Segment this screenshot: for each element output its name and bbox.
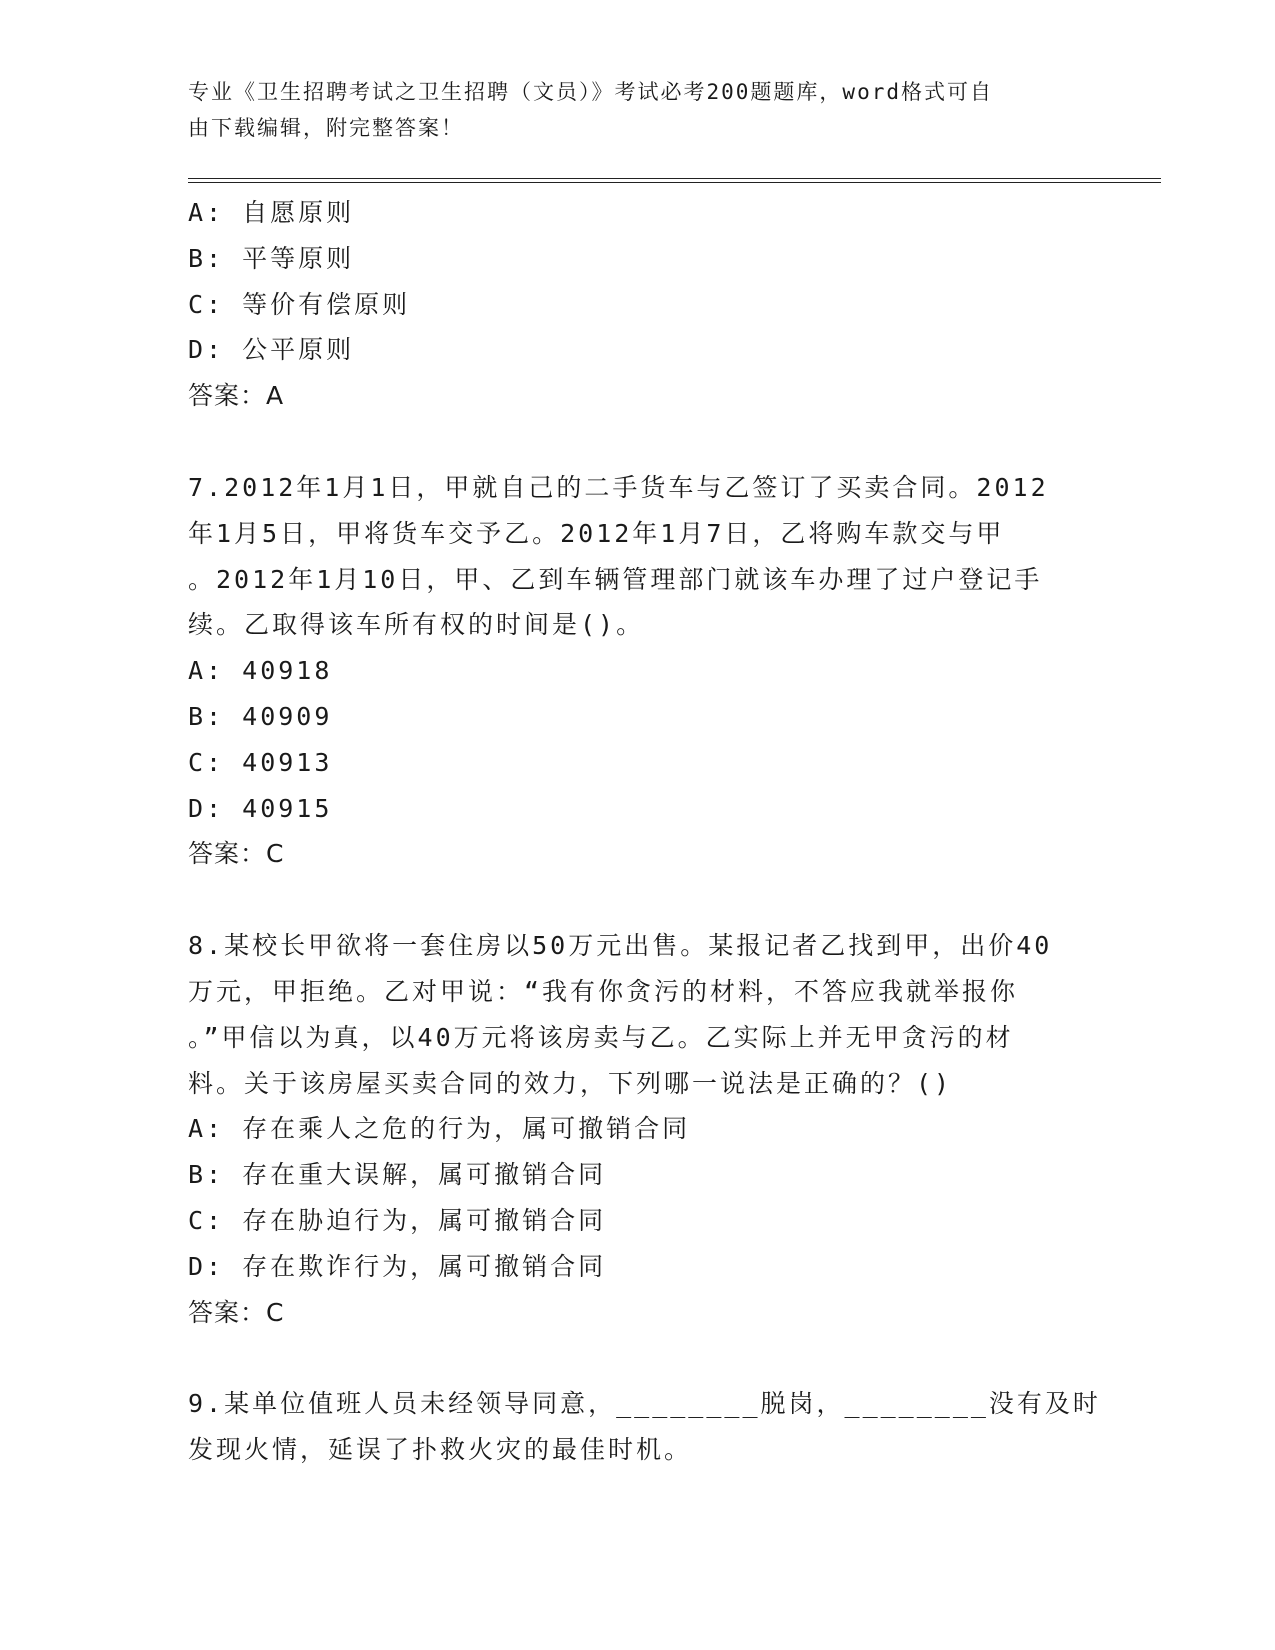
option-a: A: 存在乘人之危的行为，属可撤销合同	[188, 1114, 691, 1144]
option-b: B: 存在重大误解，属可撤销合同	[188, 1160, 607, 1190]
header-line-1: 专业《卫生招聘考试之卫生招聘（文员）》考试必考200题题库，word格式可自	[188, 80, 993, 104]
question-text-line: 发现火情，延误了扑救火灾的最佳时机。	[188, 1435, 693, 1465]
option-a: A: 自愿原则	[188, 198, 355, 227]
spacer	[188, 1335, 1088, 1381]
option-c: C: 存在胁迫行为，属可撤销合同	[188, 1205, 607, 1235]
header-divider-top	[188, 178, 1161, 179]
question-text-line: 8.某校长甲欲将一套住房以50万元出售。某报记者乙找到甲，出价40	[188, 931, 1053, 961]
question-block-6	[188, 190, 1088, 419]
option-d: D: 存在欺诈行为，属可撤销合同	[188, 1251, 607, 1281]
question-text-line: 9.某单位值班人员未经领导同意，________脱岗，________没有及时	[188, 1389, 1101, 1419]
spacer	[188, 419, 1088, 465]
question-block-9	[188, 1381, 1101, 1473]
question-text-line: 料。关于该房屋买卖合同的效力，下列哪一说法是正确的？()	[188, 1068, 953, 1098]
option-d: D: 公平原则	[188, 335, 355, 365]
option-b: B: 平等原则	[188, 243, 355, 273]
answer-line: 答案：A	[188, 381, 285, 411]
option-c: C: 40913	[188, 747, 333, 777]
option-c: C: 等价有偿原则	[188, 289, 411, 319]
option-a: A: 40918	[188, 656, 333, 686]
question-block-7	[188, 465, 1088, 877]
header-line-2: 由下载编辑，附完整答案！	[188, 116, 464, 140]
answer-line: 答案：C	[188, 1297, 285, 1327]
question-text-line: 7.2012年1月1日，甲就自己的二手货车与乙签订了买卖合同。2012	[188, 472, 1049, 502]
answer-line: 答案：C	[188, 839, 285, 869]
question-text-line: 。”甲信以为真，以40万元将该房卖与乙。乙实际上并无甲贪污的材	[188, 1022, 1014, 1052]
question-text-line: 。2012年1月10日，甲、乙到车辆管理部门就该车办理了过户登记手	[188, 564, 1043, 594]
spacer	[188, 877, 1088, 923]
question-text-line: 续。乙取得该车所有权的时间是()。	[188, 610, 645, 640]
question-text-line: 年1月5日，甲将货车交予乙。2012年1月7日，乙将购车款交与甲	[188, 518, 1005, 548]
question-text-line: 万元，甲拒绝。乙对甲说：“我有你贪污的材料，不答应我就举报你	[188, 976, 1019, 1006]
question-block-8	[188, 923, 1088, 1335]
document-body	[188, 190, 1101, 1473]
document-header	[188, 74, 1068, 146]
option-d: D: 40915	[188, 793, 333, 823]
header-divider-bottom	[188, 182, 1161, 183]
option-b: B: 40909	[188, 701, 333, 731]
